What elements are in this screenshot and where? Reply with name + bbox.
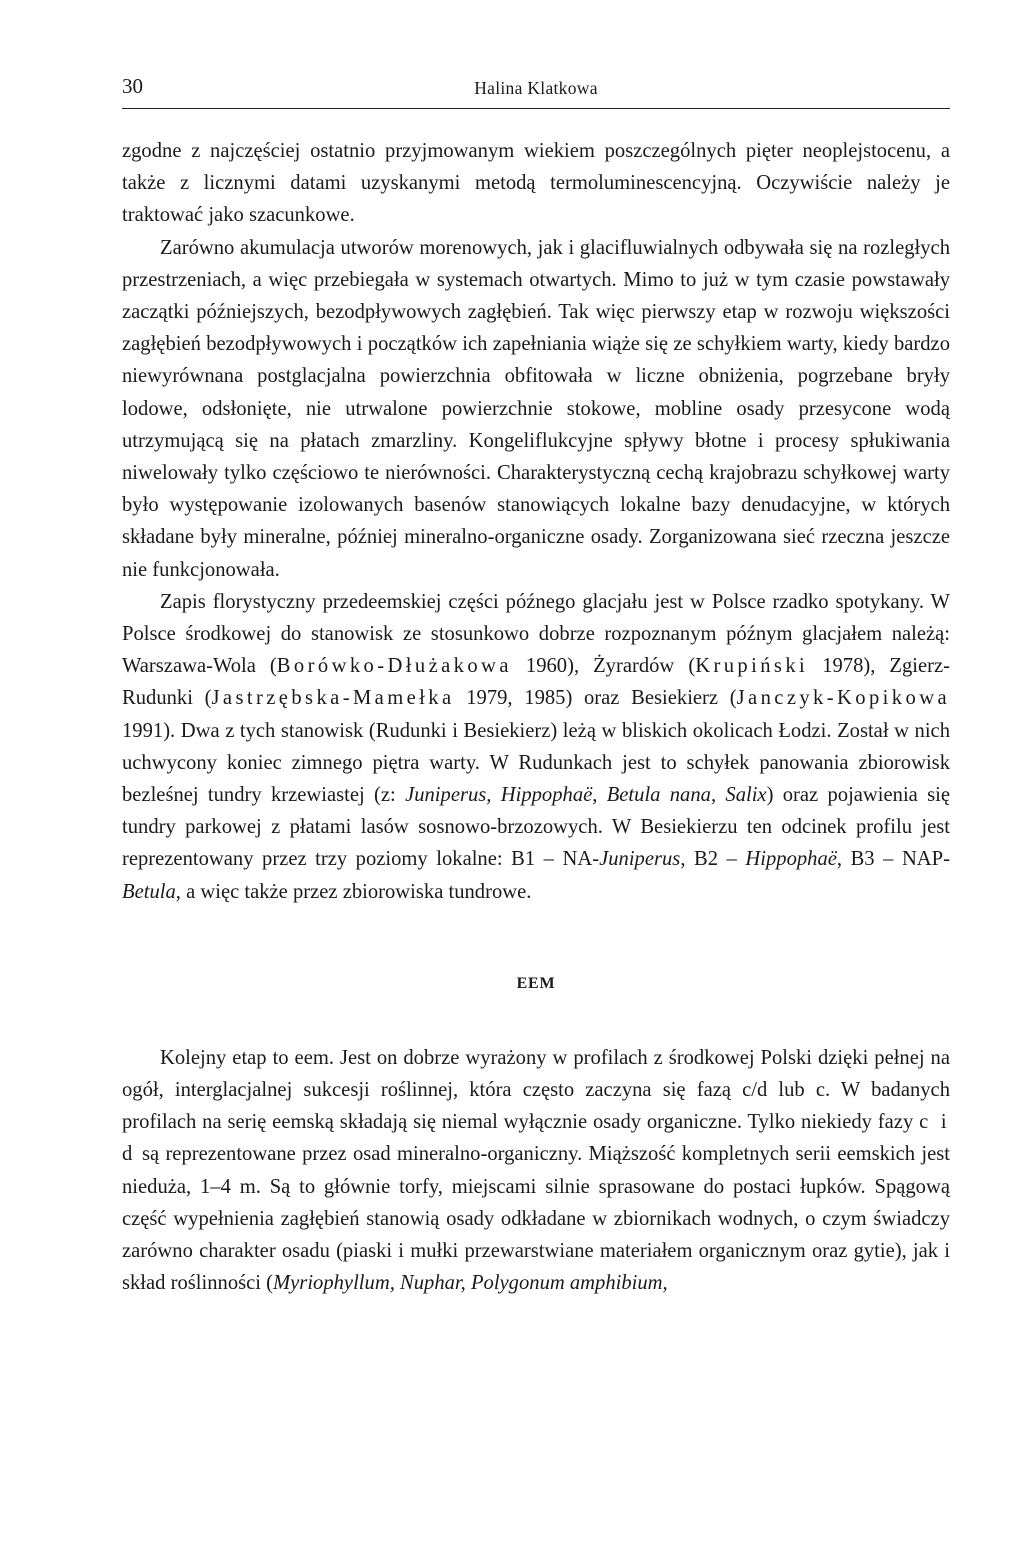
page-header xyxy=(122,70,950,109)
paragraph xyxy=(122,135,950,232)
paragraph-text: ) oraz pojawienia się tundry parkowej z płatami lasów sosnowo-brzozowych. W Besiekierzu ten odcinek profilu jest reprezentowany przez trzy poziomy lokalne: B1 – NA- xyxy=(122,784,950,871)
body-text xyxy=(122,135,950,1300)
paragraph-text: Kolejny etap to eem. Jest on dobrze wyrażony w profilach z środkowej Polski dzięki pełnej na ogół, interglacjalnej sukcesji roślinnej, która często zaczyna się fazą c/d lub c. W badanych profilach na serię eemską składają się niemal wyłącznie osady organiczne. Tylko niekiedy fazy xyxy=(122,1046,950,1134)
citation-author: Jastrzębska-Mamełka xyxy=(211,687,455,710)
phase-letters: c i d xyxy=(122,1111,950,1166)
taxon-name: Hippophaë xyxy=(745,848,837,871)
paragraph-text: 1991). Dwa z tych stanowisk (Rudunki i Besiekierz) leżą w bliskich okolicach Łodzi. Został w nich uchwycony koniec zimnego piętra warty. W Rudunkach jest to schyłek panowania zbiorowisk bezleśnej tundry krzewiastej (z: xyxy=(122,719,950,807)
paragraph-text: są reprezentowane przez osad mineralno-organiczny. Miąższość kompletnych serii eemskich jest nieduża, 1–4 m. Są to głównie torfy, miejscami silnie sprasowane do postaci łupków. Spągową część wypełnienia zagłębień stanowią osady odkładane w zbiornikach wodnych, o czym świadczy zarówno charakter osadu (piaski i mułki przewarstwiane materiałem organicznym oraz gytie), jak i skład roślinności ( xyxy=(122,1143,950,1295)
paragraph-text: , B3 – NAP- xyxy=(836,848,950,871)
taxon-names: Myriophyllum, Nuphar, Polygonum amphibium, xyxy=(273,1272,668,1295)
section-heading: EEM xyxy=(516,974,556,992)
page xyxy=(122,70,950,1300)
running-head-author: Halina Klatkowa xyxy=(474,78,598,98)
paragraph-text: Zarówno akumulacja utworów morenowych, jak i glacifluwialnych odbywała się na rozległych przestrzeniach, a więc przebiegała w systemach otwartych. Mimo to już w tym czasie powstawały zaczątki późniejszych, bezodpływowych zagłębień. Tak więc pierwszy etap w rozwoju większości zagłębień bezodpływowych i początków ich zapełniania wiąże się ze schyłkiem warty, kiedy bardzo niewyrównana postglacjalna powierzchnia obfitowała w liczne obniżenia, pogrzebane bryły lodowe, odsłonięte, nie utrwalone powierzchnie stokowe, mobline osady przesycone wodą utrzymującą się na płatach zmarzliny. Kongeliflukcyjne spływy błotne i procesy spłukiwania niwelowały tylko częściowo te nierówności. Charakterystyczną cechą krajobrazu schyłkowej warty było występowanie izolowanych basenów stanowiących lokalne bazy denudacyjne, w których składane były mineralne, później mineralno-organiczne osady. Zorganizowana sieć rzeczna jeszcze nie funkcjonowała. xyxy=(122,236,950,581)
paragraph xyxy=(122,586,950,908)
taxon-name: Betula xyxy=(122,880,176,903)
paragraph-text: 1979, 1985) oraz Besiekierz ( xyxy=(454,687,737,710)
citation-author: Krupiński xyxy=(695,655,809,678)
paragraph xyxy=(122,232,950,586)
citation-author: Janczyk-Kopikowa xyxy=(736,687,951,710)
taxon-name: Juniperus xyxy=(599,848,681,871)
paragraph xyxy=(122,1042,950,1300)
paragraph-text: , a więc także przez zbiorowiska tundrowe. xyxy=(175,880,532,903)
citation-author: Borówko-Dłużakowa xyxy=(276,655,512,678)
paragraph-text: zgodne z najczęściej ostatnio przyjmowanym wiekiem poszczególnych pięter neoplejstocenu, a także z licznymi datami uzyskanymi metodą termoluminescencyjną. Oczywiście należy je traktować jako szacunkowe. xyxy=(122,140,950,227)
paragraph-text: , B2 – xyxy=(680,848,746,871)
taxon-names: Juniperus, Hippophaë, Betula nana, Salix xyxy=(405,784,767,807)
paragraph-text: 1960), Żyrardów ( xyxy=(511,655,696,678)
paragraph-text: Zapis florystyczny przedeemskiej części późnego glacjału jest w Polsce rzadko spotykany. W Polsce środkowej do stanowisk ze stosunkowo dobrze rozpoznanym późnym glacjałem należą: Warszawa-Wola ( xyxy=(122,590,950,678)
page-number: 30 xyxy=(122,74,143,98)
paragraph-text: 1978), Zgierz-Rudunki ( xyxy=(122,655,950,710)
